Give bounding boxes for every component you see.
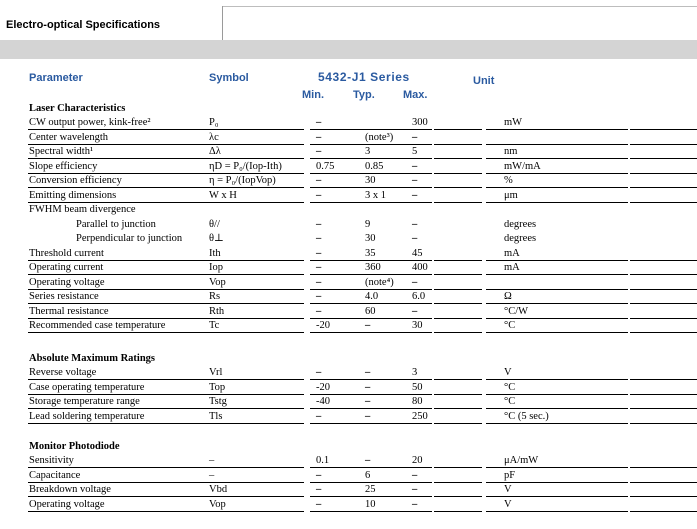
- row-symbol: Rth: [209, 305, 225, 317]
- row-symbol: θ⊥: [209, 233, 224, 244]
- row-min: 0.75: [316, 160, 335, 172]
- row-parameter: Parallel to junction: [76, 218, 156, 230]
- row-max: –: [412, 469, 418, 481]
- row-min: -20: [316, 381, 330, 393]
- table-row: [28, 261, 697, 275]
- row-unit: V: [504, 498, 512, 510]
- row-parameter: Spectral width¹: [29, 146, 94, 157]
- row-min: –: [316, 146, 322, 157]
- column-header-typ: Typ.: [353, 89, 375, 101]
- row-parameter: Perpendicular to junction: [76, 233, 183, 244]
- row-rule: [434, 511, 482, 512]
- row-typ: 25: [365, 484, 376, 495]
- table-row: [28, 131, 697, 145]
- row-parameter: Emitting dimensions: [29, 189, 117, 201]
- row-typ: 4.0: [365, 291, 379, 302]
- row-max: –: [412, 218, 418, 230]
- table-row: [28, 469, 697, 483]
- row-symbol: Rs: [209, 291, 221, 302]
- row-min: –: [316, 498, 322, 510]
- table-row: [28, 203, 697, 217]
- row-rule: [630, 423, 697, 424]
- row-rule: [434, 332, 482, 333]
- row-max: –: [412, 498, 418, 510]
- row-min: -40: [316, 396, 330, 407]
- row-unit: degrees: [504, 233, 537, 244]
- row-unit: degrees: [504, 218, 537, 230]
- row-parameter: Operating current: [29, 262, 104, 273]
- row-typ: 30: [365, 233, 376, 244]
- row-min: –: [316, 175, 322, 186]
- row-symbol: ηD = P₀/(Iop-Ith): [209, 160, 282, 172]
- table-row: [28, 218, 697, 232]
- row-parameter: Conversion efficiency: [29, 175, 122, 186]
- column-header-symbol: Symbol: [209, 72, 249, 84]
- row-typ: –: [365, 396, 371, 407]
- table-row: [28, 116, 697, 130]
- row-symbol: Vop: [209, 276, 226, 288]
- row-rule: [486, 423, 628, 424]
- row-symbol: λc: [209, 131, 219, 143]
- row-min: –: [316, 117, 322, 128]
- row-min: –: [316, 218, 322, 230]
- row-rule: [28, 332, 304, 333]
- row-typ: 6: [365, 469, 371, 481]
- row-min: –: [316, 131, 322, 143]
- row-unit: mA: [504, 247, 520, 259]
- row-rule: [434, 423, 482, 424]
- row-rule: [28, 423, 304, 424]
- table-row: [28, 410, 697, 424]
- table-row: [28, 290, 697, 304]
- row-min: –: [316, 247, 322, 259]
- row-typ: 10: [365, 498, 376, 510]
- row-parameter: Thermal resistance: [29, 305, 109, 317]
- row-unit: °C: [504, 381, 516, 393]
- row-unit: μA/mW: [504, 455, 539, 466]
- row-typ: (note³): [365, 131, 394, 143]
- row-max: 3: [412, 367, 418, 378]
- column-header-series: 5432-J1 Series: [318, 70, 410, 84]
- header-top-rule: [222, 6, 697, 7]
- row-min: –: [316, 276, 322, 288]
- table-row: [28, 366, 697, 380]
- row-symbol: η = P₀/(IopVop): [209, 175, 276, 186]
- row-typ: 360: [365, 262, 381, 273]
- row-max: 80: [412, 396, 423, 407]
- row-max: 400: [412, 262, 428, 273]
- row-min: –: [316, 305, 322, 317]
- row-typ: –: [365, 381, 371, 393]
- row-min: –: [316, 410, 322, 422]
- row-symbol: θ//: [209, 218, 220, 230]
- row-symbol: Vrl: [209, 367, 223, 378]
- row-parameter: Slope efficiency: [29, 160, 98, 172]
- row-unit: °C: [504, 396, 516, 407]
- row-parameter: CW output power, kink-free²: [29, 117, 151, 128]
- table-row: [28, 189, 697, 203]
- row-rule: [310, 511, 432, 512]
- row-max: 30: [412, 320, 423, 331]
- row-unit: mA: [504, 262, 520, 273]
- row-symbol: Tstg: [209, 396, 227, 407]
- table-row: [28, 498, 697, 512]
- column-header-min: Min.: [302, 89, 324, 101]
- row-max: 250: [412, 410, 428, 422]
- row-typ: 3 x 1: [365, 189, 386, 201]
- row-max: 6.0: [412, 291, 426, 302]
- row-typ: –: [365, 367, 371, 378]
- row-typ: (note⁴): [365, 276, 394, 288]
- table-row: [28, 381, 697, 395]
- row-max: –: [412, 276, 418, 288]
- table-row: [28, 395, 697, 409]
- page-title: Electro-optical Specifications: [6, 19, 161, 31]
- row-parameter: Operating voltage: [29, 498, 105, 510]
- row-typ: –: [365, 320, 371, 331]
- row-parameter: Series resistance: [29, 291, 99, 302]
- row-parameter: Sensitivity: [29, 455, 74, 466]
- row-symbol: Vbd: [209, 484, 228, 495]
- row-min: –: [316, 484, 322, 495]
- row-parameter: Storage temperature range: [29, 396, 140, 407]
- row-symbol: Top: [209, 381, 226, 393]
- row-parameter: Reverse voltage: [29, 367, 97, 378]
- row-min: –: [316, 262, 322, 273]
- row-max: –: [412, 160, 418, 172]
- row-unit: °C (5 sec.): [504, 410, 549, 422]
- row-max: –: [412, 484, 418, 495]
- row-symbol: –: [209, 469, 215, 481]
- table-row: [28, 247, 697, 261]
- row-min: -20: [316, 320, 330, 331]
- row-unit: pF: [504, 469, 516, 481]
- row-typ: 30: [365, 175, 376, 186]
- row-unit: mW: [504, 117, 523, 128]
- row-symbol: Iop: [209, 262, 223, 273]
- row-parameter: Capacitance: [29, 469, 81, 481]
- table-row: [28, 454, 697, 468]
- row-typ: 0.85: [365, 160, 384, 172]
- row-parameter: Recommended case temperature: [29, 320, 166, 331]
- row-max: 300: [412, 117, 428, 128]
- row-unit: V: [504, 484, 512, 495]
- row-symbol: Ith: [209, 247, 221, 259]
- table-row: [28, 319, 697, 333]
- row-unit: nm: [504, 146, 518, 157]
- row-unit: V: [504, 367, 512, 378]
- row-parameter: Case operating temperature: [29, 381, 145, 393]
- row-symbol: Tls: [209, 410, 223, 422]
- row-unit: Ω: [504, 291, 512, 302]
- row-min: 0.1: [316, 455, 330, 466]
- row-max: 50: [412, 381, 423, 393]
- table-row: [28, 276, 697, 290]
- column-header-unit: Unit: [473, 75, 495, 87]
- row-typ: 60: [365, 305, 376, 317]
- row-max: –: [412, 189, 418, 201]
- row-typ: 3: [365, 146, 371, 157]
- row-min: –: [316, 233, 322, 244]
- section-title-monitor: Monitor Photodiode: [29, 441, 120, 452]
- row-rule: [310, 423, 432, 424]
- row-typ: –: [365, 410, 371, 422]
- row-max: 20: [412, 455, 423, 466]
- row-rule: [28, 511, 304, 512]
- table-row: [28, 232, 697, 246]
- row-symbol: Δλ: [209, 146, 221, 157]
- row-rule: [310, 332, 432, 333]
- row-typ: 9: [365, 218, 371, 230]
- header-band: [0, 40, 697, 59]
- row-unit: °C/W: [504, 305, 529, 317]
- section-title-laser: Laser Characteristics: [29, 103, 126, 114]
- row-min: –: [316, 189, 322, 201]
- row-parameter: Operating voltage: [29, 276, 105, 288]
- section-title-absolute: Absolute Maximum Ratings: [29, 353, 156, 364]
- row-min: –: [316, 367, 322, 378]
- row-rule: [630, 332, 697, 333]
- row-unit: %: [504, 175, 513, 186]
- row-symbol: W x H: [209, 189, 237, 201]
- row-parameter: Threshold current: [29, 247, 104, 259]
- row-rule: [486, 511, 628, 512]
- row-unit: μm: [504, 189, 518, 201]
- column-header-max: Max.: [403, 89, 428, 101]
- row-rule: [486, 332, 628, 333]
- row-symbol: P₀: [209, 117, 219, 128]
- table-row: [28, 305, 697, 319]
- row-max: –: [412, 131, 418, 143]
- row-typ: –: [365, 455, 371, 466]
- table-row: [28, 160, 697, 174]
- row-symbol: Vop: [209, 498, 226, 510]
- row-min: –: [316, 469, 322, 481]
- row-max: –: [412, 175, 418, 186]
- row-parameter: Lead soldering temperature: [29, 410, 145, 422]
- table-row: [28, 483, 697, 497]
- row-max: –: [412, 233, 418, 244]
- row-max: 5: [412, 146, 418, 157]
- row-rule: [630, 511, 697, 512]
- row-unit: mW/mA: [504, 160, 541, 172]
- column-header-parameter: Parameter: [29, 72, 83, 84]
- row-symbol: Tc: [209, 320, 220, 331]
- row-parameter: FWHM beam divergence: [29, 204, 136, 215]
- row-typ: 35: [365, 247, 376, 259]
- row-symbol: –: [209, 455, 215, 466]
- row-unit: °C: [504, 320, 516, 331]
- row-max: 45: [412, 247, 423, 259]
- row-max: –: [412, 305, 418, 317]
- table-row: [28, 145, 697, 159]
- row-parameter: Center wavelength: [29, 131, 109, 143]
- table-row: [28, 174, 697, 188]
- row-min: –: [316, 291, 322, 302]
- row-parameter: Breakdown voltage: [29, 484, 111, 495]
